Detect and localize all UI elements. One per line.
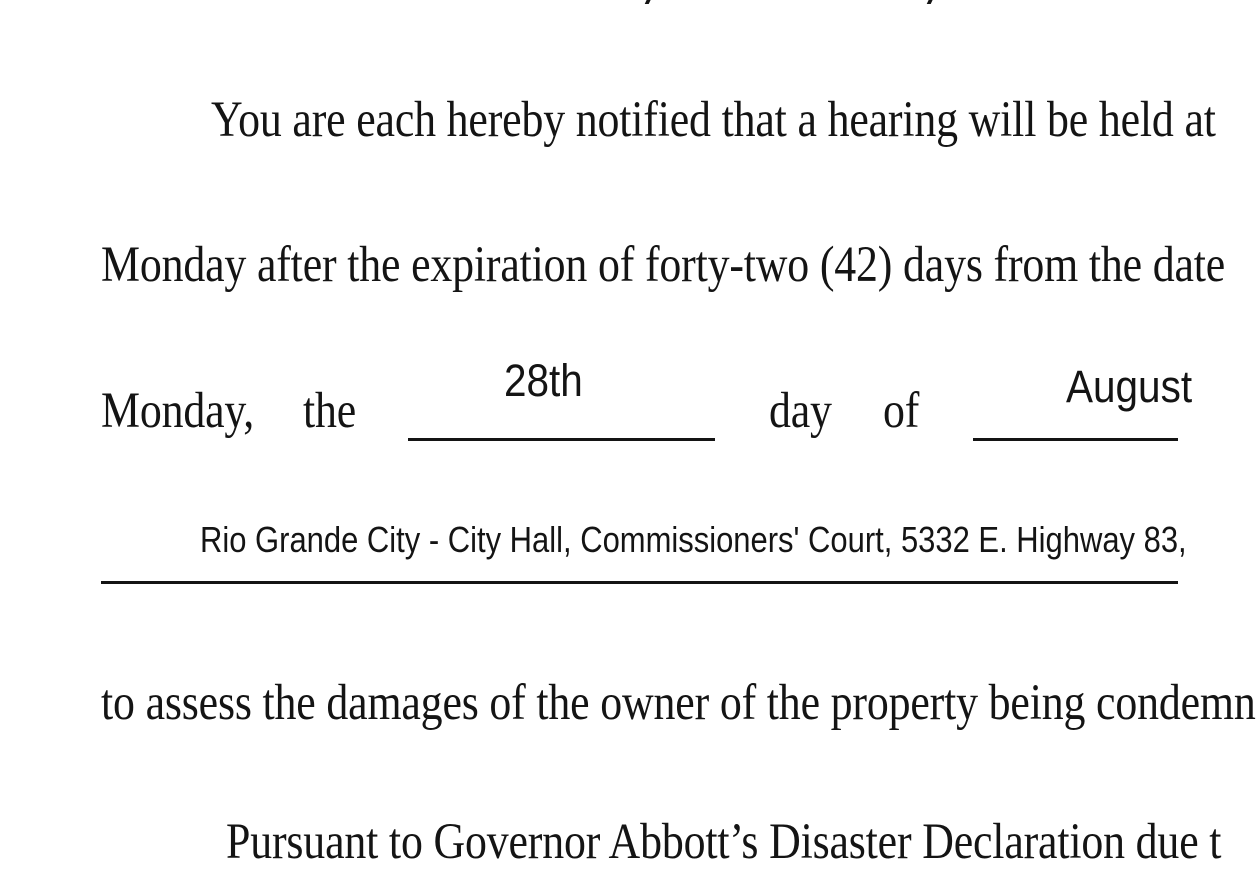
the-label: the: [303, 383, 357, 439]
assess-damages-line: to assess the damages of the owner of the property being condemn: [101, 675, 1256, 731]
month-blank-line: [973, 438, 1178, 441]
expiration-line: Monday after the expiration of forty-two (42) days from the date: [101, 237, 1226, 293]
cropped-text-remnant: [560, 0, 980, 12]
day-blank-line: [408, 438, 715, 441]
hearing-location-value: Rio Grande City - City Hall, Commissioners' Court, 5332 E. Highway 83,: [200, 519, 1187, 560]
hearing-month-value: August: [1066, 361, 1193, 412]
hearing-day-value: 28th: [504, 355, 583, 406]
hearing-notice-line: You are each hereby notified that a hearing will be held at: [211, 92, 1216, 148]
location-blank-line: [101, 581, 1178, 584]
monday-label: Monday,: [101, 383, 255, 439]
day-label: day: [769, 383, 832, 439]
pursuant-line: Pursuant to Governor Abbott’s Disaster Declaration due t: [226, 814, 1222, 870]
of-label: of: [883, 383, 920, 439]
